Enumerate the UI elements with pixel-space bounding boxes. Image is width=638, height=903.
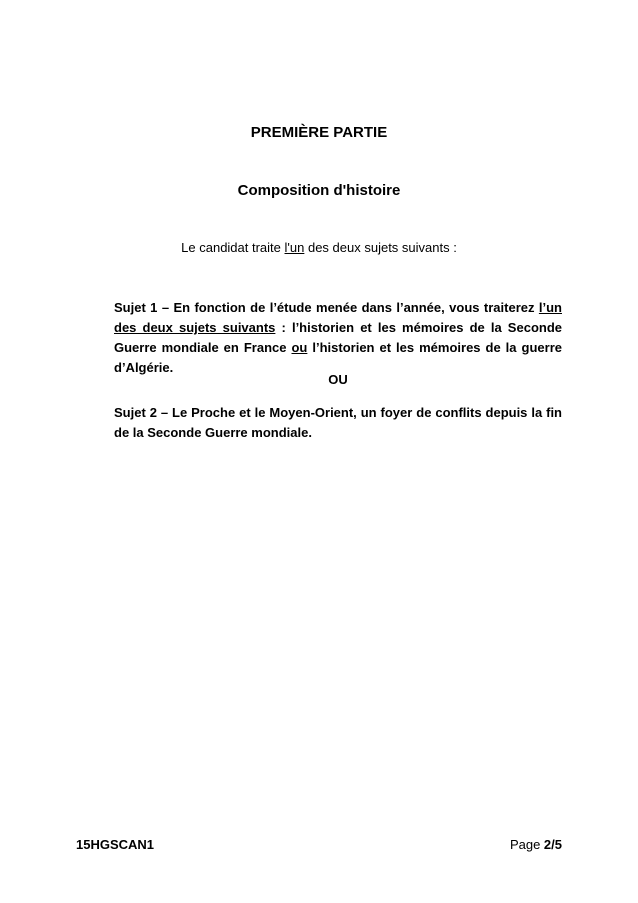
instruction-before: Le candidat traite [181, 240, 285, 255]
subject-1-underlined1: l’un des deux sujets suivants [114, 300, 562, 335]
subject-2: Sujet 2 – Le Proche et le Moyen-Orient, un foyer de conflits depuis la fin de la Seconde Guerre mondiale. [114, 405, 562, 440]
subject-1 [114, 298, 562, 378]
instruction-text [0, 240, 638, 255]
subject-1-part2: : l’historien et les mémoires de la Seconde Guerre mondiale en France [114, 320, 562, 355]
or-separator: OU [328, 372, 348, 387]
subject-1-part1: Sujet 1 – En fonction de l’étude menée dans l’année, vous traiterez [114, 300, 539, 315]
footer-page-label: Page [509, 837, 544, 852]
part-title: PREMIÈRE PARTIE [250, 124, 388, 141]
subject-1-part3: l’historien et les mémoires de la guerre d’Algérie. [114, 340, 562, 375]
subject-1-underlined2: ou [291, 340, 308, 355]
instruction-after: des deux sujets suivants : [304, 240, 457, 255]
footer-code: 15HGSCAN1 [76, 837, 155, 852]
composition-title: Composition d'histoire [237, 182, 401, 199]
footer-page [510, 837, 562, 852]
instruction-underlined: l'un [284, 240, 305, 255]
footer-page-number: 2/5 [543, 837, 562, 852]
